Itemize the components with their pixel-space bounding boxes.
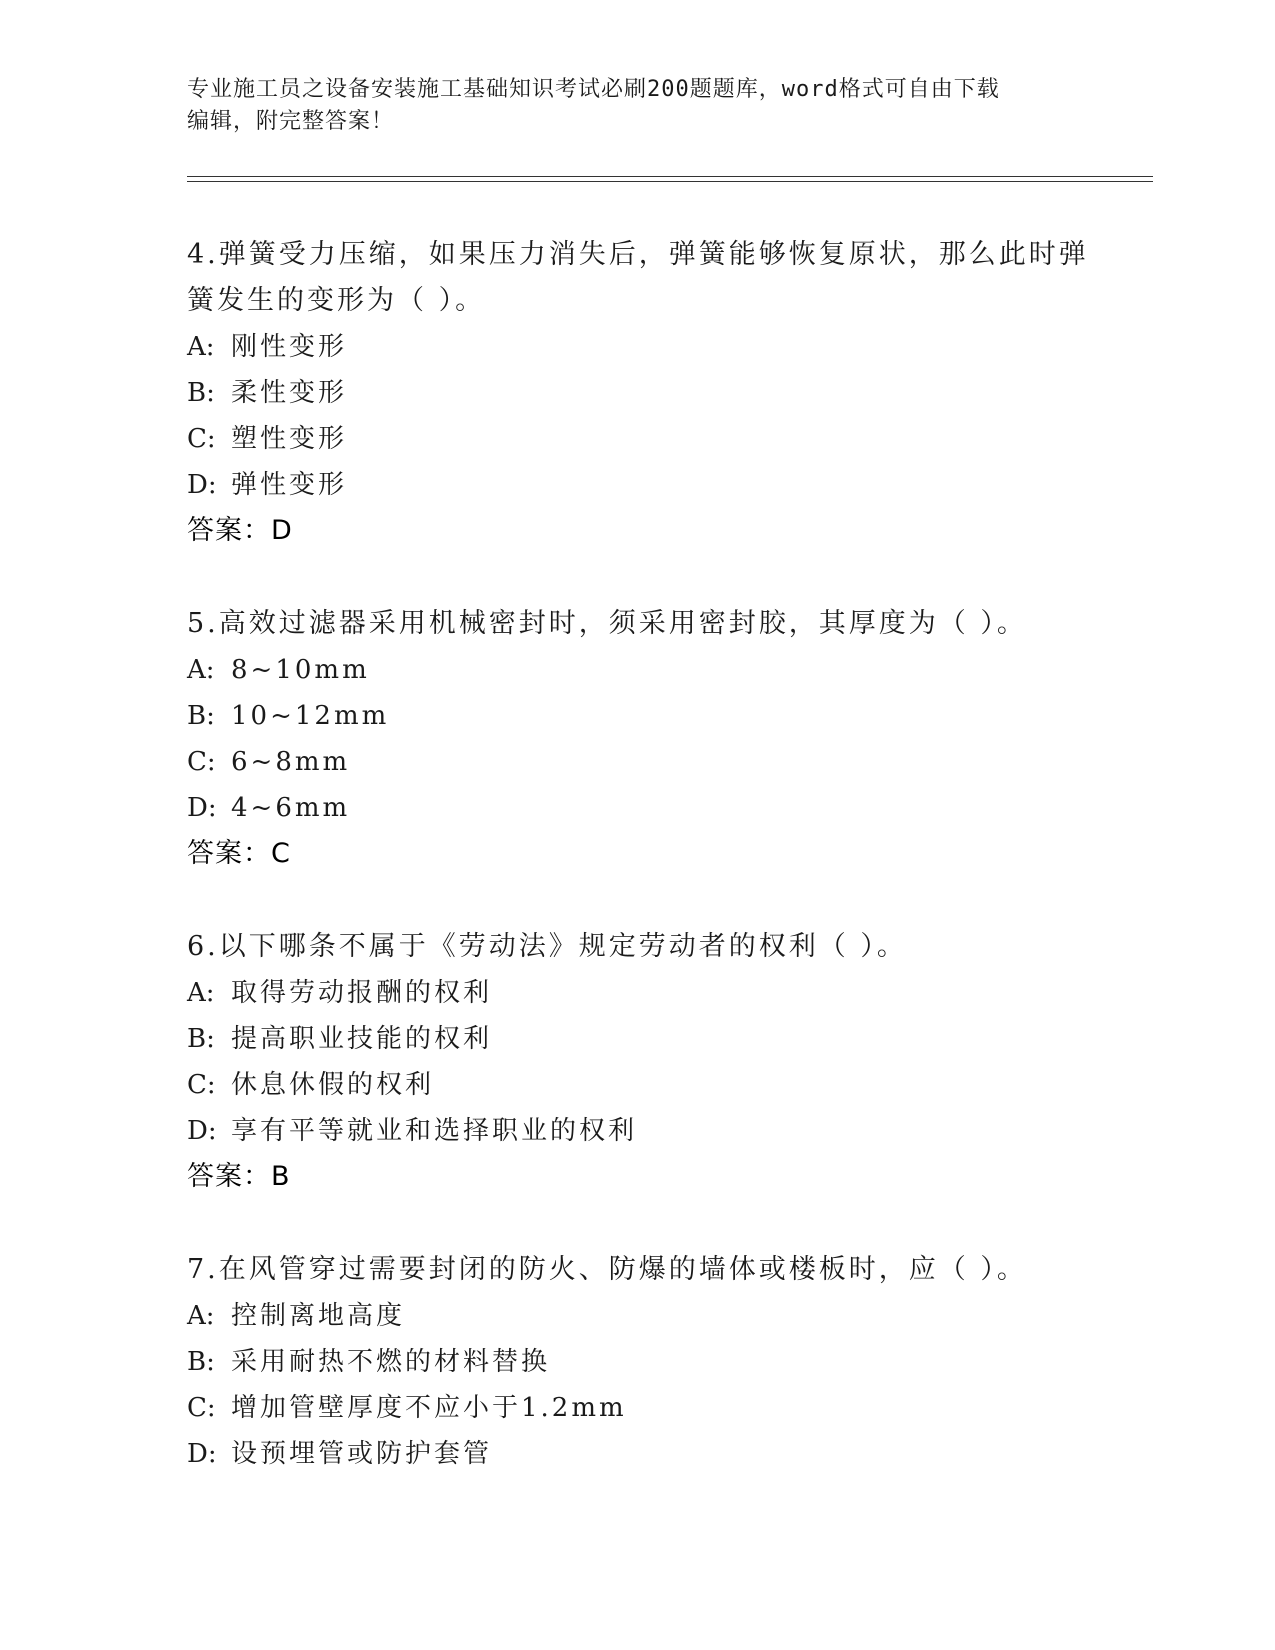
option-text: 6~8mm	[231, 747, 351, 777]
option-c	[187, 416, 1087, 462]
option-text: 刚性变形	[231, 332, 348, 362]
option-text: 8~10mm	[231, 655, 370, 685]
option-a	[187, 324, 1087, 370]
answer-line: 答案：B	[187, 1161, 291, 1192]
option-d	[187, 1431, 1087, 1477]
question-stem-line: 5.高效过滤器采用机械密封时，须采用密封胶，其厚度为（ ）。	[187, 608, 1027, 639]
option-letter: D:	[187, 470, 217, 500]
option-c	[187, 739, 1087, 785]
header-line-1: 专业施工员之设备安装施工基础知识考试必刷200题题库，word格式可自由下载	[187, 77, 1000, 102]
header-divider-top	[187, 176, 1153, 177]
option-letter: D:	[187, 793, 217, 823]
option-letter: C:	[187, 1070, 216, 1100]
option-b	[187, 693, 1087, 739]
option-letter: A:	[187, 655, 215, 685]
option-letter: D:	[187, 1116, 217, 1146]
document-header	[187, 74, 1067, 138]
option-text: 休息休假的权利	[231, 1070, 435, 1100]
option-b	[187, 370, 1087, 416]
header-line-2: 编辑，附完整答案！	[187, 109, 395, 134]
option-text: 控制离地高度	[231, 1301, 406, 1331]
question-6	[187, 924, 1087, 1200]
option-a	[187, 970, 1087, 1016]
option-b	[187, 1016, 1087, 1062]
question-stem-line: 7.在风管穿过需要封闭的防火、防爆的墙体或楼板时，应（ ）。	[187, 1254, 1027, 1285]
option-text: 增加管壁厚度不应小于1.2mm	[231, 1393, 627, 1423]
answer-line: 答案：C	[187, 838, 291, 869]
option-a	[187, 1293, 1087, 1339]
option-text: 提高职业技能的权利	[231, 1024, 493, 1054]
option-d	[187, 1108, 1087, 1154]
header-divider-bottom	[187, 181, 1153, 182]
option-text: 4~6mm	[231, 793, 351, 823]
option-letter: A:	[187, 978, 215, 1008]
option-letter: D:	[187, 1439, 217, 1469]
option-text: 塑性变形	[231, 424, 348, 454]
option-b	[187, 1339, 1087, 1385]
question-4	[187, 232, 1087, 554]
question-5	[187, 601, 1087, 877]
option-letter: C:	[187, 1393, 216, 1423]
answer-line: 答案：D	[187, 515, 293, 546]
option-letter: C:	[187, 747, 216, 777]
option-text: 采用耐热不燃的材料替换	[231, 1347, 551, 1377]
question-stem-line: 4.弹簧受力压缩，如果压力消失后，弹簧能够恢复原状，那么此时弹	[187, 239, 1089, 270]
question-stem-line: 6.以下哪条不属于《劳动法》规定劳动者的权利（ ）。	[187, 931, 907, 962]
option-letter: B:	[187, 1024, 215, 1054]
option-d	[187, 462, 1087, 508]
option-letter: A:	[187, 1301, 215, 1331]
option-a	[187, 647, 1087, 693]
option-c	[187, 1062, 1087, 1108]
option-d	[187, 785, 1087, 831]
option-text: 10~12mm	[231, 701, 390, 731]
option-text: 取得劳动报酬的权利	[231, 978, 493, 1008]
question-stem-line: 簧发生的变形为（ ）。	[187, 285, 486, 316]
question-list	[187, 232, 1087, 1524]
option-letter: B:	[187, 1347, 215, 1377]
option-letter: C:	[187, 424, 216, 454]
option-text: 柔性变形	[231, 378, 348, 408]
option-letter: A:	[187, 332, 215, 362]
option-text: 享有平等就业和选择职业的权利	[231, 1116, 638, 1146]
option-text: 设预埋管或防护套管	[231, 1439, 493, 1469]
option-c	[187, 1385, 1087, 1431]
option-letter: B:	[187, 378, 215, 408]
option-letter: B:	[187, 701, 215, 731]
question-7	[187, 1247, 1087, 1477]
option-text: 弹性变形	[231, 470, 348, 500]
